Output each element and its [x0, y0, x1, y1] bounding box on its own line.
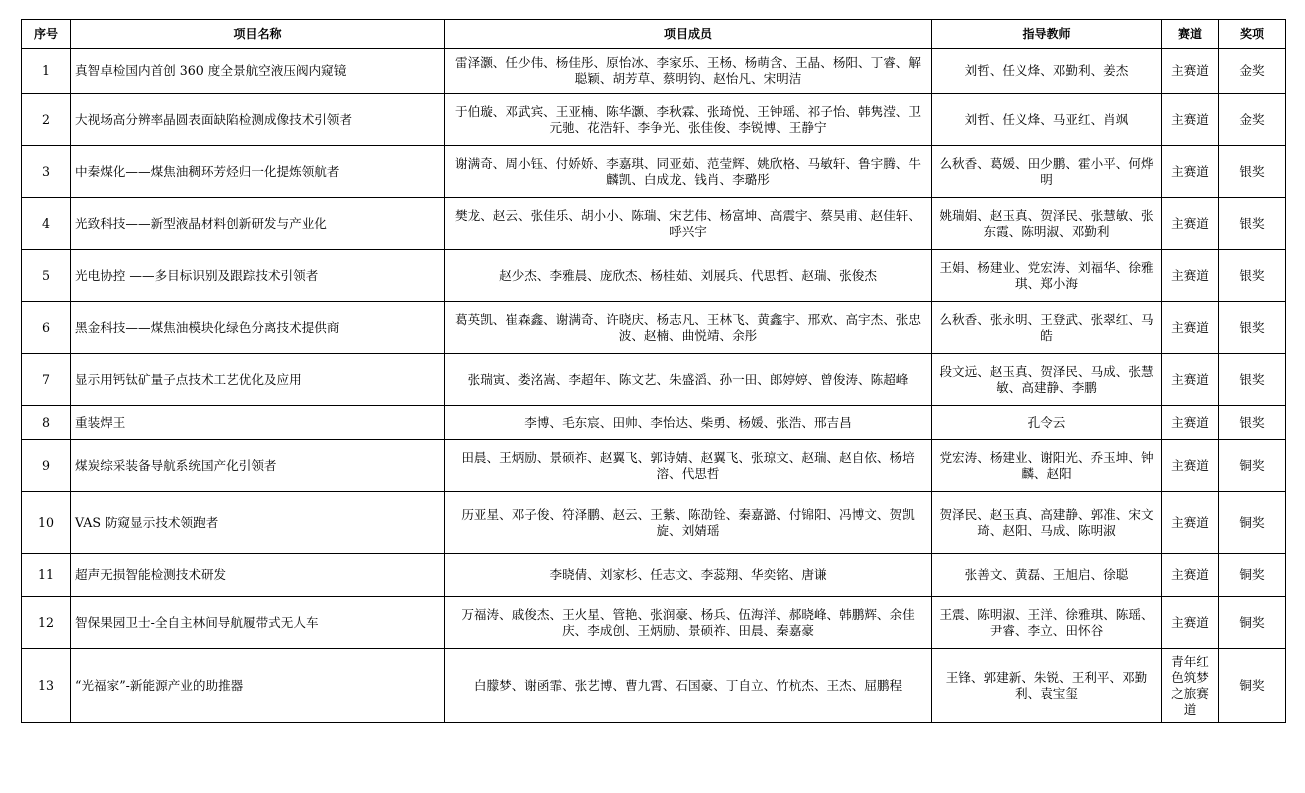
cell-project-name: 黑金科技——煤焦油模块化绿色分离技术提供商	[71, 302, 445, 354]
cell-track: 主赛道	[1162, 250, 1219, 302]
cell-members: 葛英凯、崔森鑫、谢满奇、许晓庆、杨志凡、王林飞、黄鑫宇、邢欢、高宇杰、张忠波、赵楠、曲悦靖、余彤	[445, 302, 932, 354]
cell-award: 银奖	[1219, 250, 1286, 302]
header-teachers: 指导教师	[932, 20, 1162, 49]
table-row	[22, 597, 1286, 649]
table-row	[22, 198, 1286, 250]
cell-track: 主赛道	[1162, 554, 1219, 597]
cell-project-name: 煤炭综采装备导航系统国产化引领者	[71, 440, 445, 492]
header-project-name: 项目名称	[71, 20, 445, 49]
cell-award: 铜奖	[1219, 554, 1286, 597]
cell-project-name: 中秦煤化——煤焦油稠环芳烃归一化提炼领航者	[71, 146, 445, 198]
header-seq: 序号	[22, 20, 71, 49]
cell-track: 主赛道	[1162, 406, 1219, 440]
cell-project-name: 显示用钙钛矿量子点技术工艺优化及应用	[71, 354, 445, 406]
header-members: 项目成员	[445, 20, 932, 49]
table-row	[22, 492, 1286, 554]
cell-award: 铜奖	[1219, 440, 1286, 492]
cell-track: 主赛道	[1162, 492, 1219, 554]
cell-members: 历亚星、邓子俊、符泽鹏、赵云、王紫、陈劭铨、秦嘉潞、付锦阳、冯博文、贺凯旋、刘婧瑶	[445, 492, 932, 554]
cell-members: 张瑞寅、娄洺嵩、李超年、陈文艺、朱盛滔、孙一田、郎婷婷、曾俊涛、陈超峰	[445, 354, 932, 406]
cell-track: 主赛道	[1162, 440, 1219, 492]
cell-members: 雷泽灏、任少伟、杨佳彤、原怡冰、李家乐、王杨、杨萌含、王晶、杨阳、丁睿、解聪颖、胡芳草、蔡明钧、赵怡凡、宋明洁	[445, 49, 932, 94]
cell-teachers: 刘哲、任义烽、邓勤利、姜杰	[932, 49, 1162, 94]
cell-project-name: VAS 防窥显示技术领跑者	[71, 492, 445, 554]
table-row	[22, 250, 1286, 302]
cell-teachers: 王娟、杨建业、党宏涛、刘福华、徐雅琪、郑小海	[932, 250, 1162, 302]
cell-award: 铜奖	[1219, 649, 1286, 723]
cell-award: 银奖	[1219, 354, 1286, 406]
cell-teachers: 段文远、赵玉真、贺泽民、马成、张慧敏、高建静、李鹏	[932, 354, 1162, 406]
cell-members: 万福涛、戚俊杰、王火星、管艳、张润豪、杨兵、伍海洋、郝晓峰、韩鹏辉、余佳庆、李成创、王炳励、景硕祚、田晨、秦嘉豪	[445, 597, 932, 649]
cell-seq: 6	[22, 302, 71, 354]
cell-award: 金奖	[1219, 94, 1286, 146]
cell-teachers: 刘哲、任义烽、马亚红、肖飒	[932, 94, 1162, 146]
cell-track: 主赛道	[1162, 146, 1219, 198]
cell-track: 主赛道	[1162, 49, 1219, 94]
cell-project-name: 光电协控 ——多目标识别及跟踪技术引领者	[71, 250, 445, 302]
cell-teachers: 贺泽民、赵玉真、高建静、郭准、宋文琦、赵阳、马成、陈明淑	[932, 492, 1162, 554]
cell-seq: 4	[22, 198, 71, 250]
awards-table	[21, 19, 1286, 723]
cell-project-name: 重装焊王	[71, 406, 445, 440]
cell-members: 李博、毛东宸、田帅、李怡达、柴勇、杨媛、张浩、邢吉昌	[445, 406, 932, 440]
cell-track: 主赛道	[1162, 597, 1219, 649]
table-row	[22, 440, 1286, 492]
cell-teachers: 张善文、黄磊、王旭启、徐聪	[932, 554, 1162, 597]
cell-seq: 12	[22, 597, 71, 649]
cell-seq: 10	[22, 492, 71, 554]
cell-award: 银奖	[1219, 406, 1286, 440]
cell-members: 赵少杰、李雅晨、庞欣杰、杨桂茹、刘展兵、代思哲、赵瑞、张俊杰	[445, 250, 932, 302]
cell-project-name: “光福家”-新能源产业的助推器	[71, 649, 445, 723]
cell-seq: 7	[22, 354, 71, 406]
header-award: 奖项	[1219, 20, 1286, 49]
cell-teachers: 王震、陈明淑、王洋、徐雅琪、陈瑶、尹睿、李立、田怀谷	[932, 597, 1162, 649]
cell-teachers: 么秋香、葛媛、田少鹏、霍小平、何烨明	[932, 146, 1162, 198]
cell-teachers: 王锋、郭建新、朱锐、王利平、邓勤利、袁宝玺	[932, 649, 1162, 723]
cell-teachers: 党宏涛、杨建业、谢阳光、乔玉坤、钟麟、赵阳	[932, 440, 1162, 492]
table-row	[22, 49, 1286, 94]
cell-teachers: 孔令云	[932, 406, 1162, 440]
cell-award: 铜奖	[1219, 492, 1286, 554]
cell-members: 于伯璇、邓武宾、王亚楠、陈华灏、李秋霖、张琦悦、王钟瑶、祁子怡、韩隽滢、卫元驰、花浩轩、李争光、张佳俊、李锐博、王静宁	[445, 94, 932, 146]
cell-project-name: 智保果园卫士-全自主林间导航履带式无人车	[71, 597, 445, 649]
cell-seq: 2	[22, 94, 71, 146]
cell-seq: 1	[22, 49, 71, 94]
cell-members: 李晓倩、刘家杉、任志文、李蕊翔、华奕铭、唐谦	[445, 554, 932, 597]
cell-members: 谢满奇、周小钰、付娇娇、李嘉琪、同亚茹、范莹辉、姚欣格、马敏轩、鲁宇腾、牛麟凯、白成龙、钱肖、李璐彤	[445, 146, 932, 198]
table-row	[22, 302, 1286, 354]
cell-project-name: 真智卓检国内首创 360 度全景航空液压阀内窥镜	[71, 49, 445, 94]
cell-project-name: 超声无损智能检测技术研发	[71, 554, 445, 597]
header-row	[22, 20, 1286, 49]
cell-teachers: 姚瑞娟、赵玉真、贺泽民、张慧敏、张东霞、陈明淑、邓勤利	[932, 198, 1162, 250]
cell-seq: 5	[22, 250, 71, 302]
cell-seq: 3	[22, 146, 71, 198]
cell-track: 青年红色筑梦之旅赛道	[1162, 649, 1219, 723]
cell-award: 金奖	[1219, 49, 1286, 94]
cell-award: 银奖	[1219, 302, 1286, 354]
cell-track: 主赛道	[1162, 198, 1219, 250]
cell-award: 银奖	[1219, 146, 1286, 198]
table-row	[22, 554, 1286, 597]
cell-award: 铜奖	[1219, 597, 1286, 649]
cell-members: 白朦梦、谢函霏、张艺博、曹九霄、石国豪、丁自立、竹杭杰、王杰、屈鹏程	[445, 649, 932, 723]
table-row	[22, 146, 1286, 198]
cell-project-name: 光致科技——新型液晶材料创新研发与产业化	[71, 198, 445, 250]
table-row	[22, 406, 1286, 440]
cell-seq: 13	[22, 649, 71, 723]
cell-award: 银奖	[1219, 198, 1286, 250]
cell-track: 主赛道	[1162, 354, 1219, 406]
cell-seq: 9	[22, 440, 71, 492]
cell-project-name: 大视场高分辨率晶圆表面缺陷检测成像技术引领者	[71, 94, 445, 146]
table-row	[22, 354, 1286, 406]
cell-track: 主赛道	[1162, 94, 1219, 146]
table-row	[22, 649, 1286, 723]
table-row	[22, 94, 1286, 146]
cell-members: 樊龙、赵云、张佳乐、胡小小、陈瑞、宋艺伟、杨富坤、高震宇、蔡昊甫、赵佳轩、呼兴宇	[445, 198, 932, 250]
cell-seq: 8	[22, 406, 71, 440]
cell-seq: 11	[22, 554, 71, 597]
cell-members: 田晨、王炳励、景硕祚、赵翼飞、郭诗婧、赵翼飞、张琼文、赵瑞、赵自依、杨培溶、代思哲	[445, 440, 932, 492]
cell-track: 主赛道	[1162, 302, 1219, 354]
header-track: 赛道	[1162, 20, 1219, 49]
cell-teachers: 么秋香、张永明、王登武、张翠红、马皓	[932, 302, 1162, 354]
